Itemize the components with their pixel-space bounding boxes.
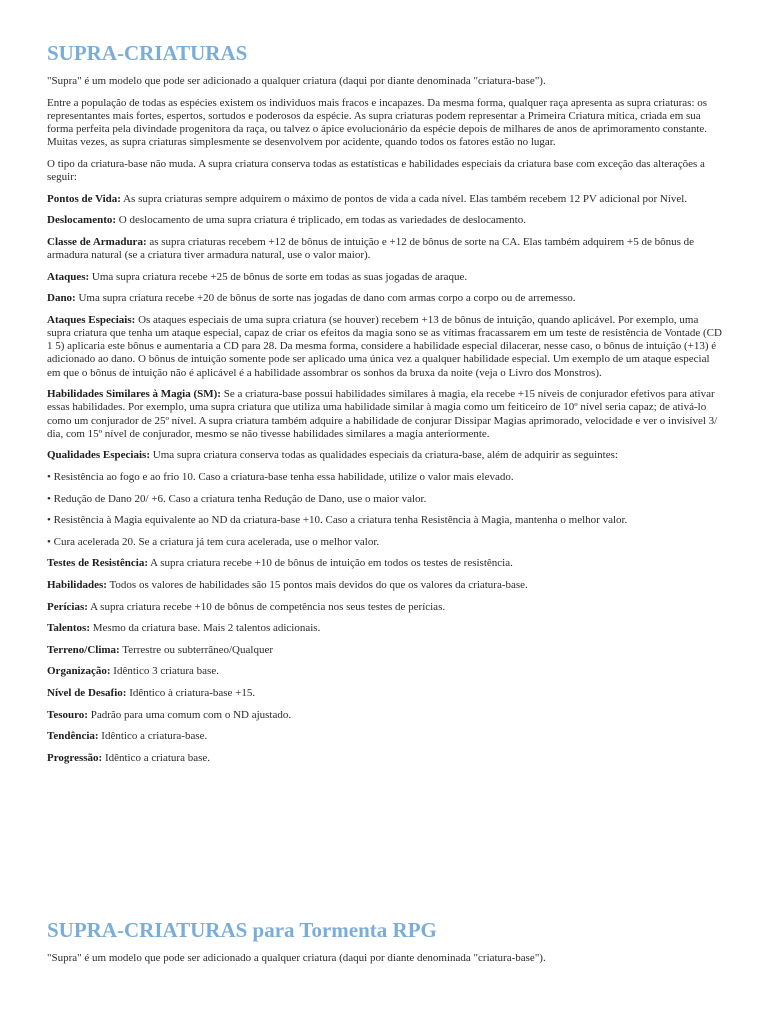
entry-qualidades-especiais [47,449,722,462]
entry-terreno-clima [47,644,722,657]
entry-text: Os ataques especiais de uma supra criatura (se houver) recebem +13 de bônus de intuição, quando aplicável. Por exemplo, uma supra criatura que tenha um ataque especial, capaz de criar os efeitos da magia sono se as vítimas fracassarem em um teste de resistência de Vontade (CD 1 5) aplicaria este bônus e aumentaria a CD para 28. Da mesma forma, considere a habilidade especial dilacerar, nesse caso, o bônus de intuição (+13) é adicionado ao dano. O bônus de intuição somente pode ser aplicado uma única vez a qualquer habilidade especial. Um exemplo de um ataque especial em que o bônus de intuição não é aplicável é a habilidade assombrar os sonhos da bruxa da noite (veja o Livro dos Monstros). [47,313,722,379]
entry-text: • Resistência à Magia equivalente ao ND da criatura-base +10. Caso a criatura tenha Resistência à Magia, mantenha o melhor valor. [47,514,628,527]
entry-dano [47,292,722,305]
entry-label: Tesouro: [47,708,88,721]
entry-label: Dano: [47,292,76,305]
entry-progressao [47,752,722,765]
entry-label: Testes de Resistência: [47,557,149,570]
bullet-reducao-de-dano [47,493,722,506]
entry-label: Qualidades Especiais: [47,449,150,462]
bullet-cura-acelerada [47,536,722,549]
entry-classe-de-armadura [47,236,722,262]
bullet-resistencia-fogo-frio [47,471,722,484]
entry-ataques-especiais [47,314,722,380]
entry-text: Idêntico à criatura-base +15. [126,686,256,699]
entry-text: • Redução de Dano 20/ +6. Caso a criatura tenha Redução de Dano, use o maior valor. [47,492,427,505]
section-title: SUPRA-CRIATURAS para Tormenta RPG [47,918,437,942]
entry-label: Habilidades: [47,578,107,591]
entry-habilidades-similares [47,388,722,441]
entry-text: Todos os valores de habilidades são 15 pontos mais devidos do que os valores da criatura-base. [106,578,528,591]
entry-text: Mesmo da criatura base. Mais 2 talentos adicionais. [90,622,321,635]
entry-text: Uma supra criatura recebe +20 de bônus de sorte nas jogadas de dano com armas corpo a corpo ou de arremesso. [75,292,576,305]
changes-paragraph: O tipo da criatura-base não muda. A supra criatura conserva todas as estatísticas e habilidades especiais da criatura base com exceção das alterações a seguir: [47,157,705,183]
entry-text: Idêntico a criatura-base. [98,730,208,743]
entry-label: Classe de Armadura: [47,235,147,248]
entry-text: O deslocamento de uma supra criatura é triplicado, em todas as variedades de deslocamento. [116,214,526,227]
entry-pericias [47,601,722,614]
entry-label: Ataques Especiais: [47,313,136,326]
entry-talentos [47,622,722,635]
entry-organizacao [47,665,722,678]
entry-label: Terreno/Clima: [47,643,120,656]
entry-label: Nível de Desafio: [47,686,127,699]
entry-text: • Resistência ao fogo e ao frio 10. Caso a criatura-base tenha essa habilidade, utilize o valor mais elevado. [47,470,514,483]
entry-testes-de-resistencia [47,557,722,570]
entry-label: Organização: [47,665,111,678]
entry-text: as supra criaturas recebem +12 de bônus de intuição e +12 de bônus de sorte na CA. Elas também adquirem +5 de bônus de armadura natural (se a criatura tiver armadura natural, use o valor maior). [47,235,694,261]
entry-text: Idêntico a criatura base. [102,751,211,764]
entry-text: Uma supra criatura recebe +25 de bônus de sorte em todas as suas jogadas de araque. [89,270,468,283]
entry-label: Pontos de Vida: [47,192,121,205]
entry-text: • Cura acelerada 20. Se a criatura já tem cura acelerada, use o melhor valor. [47,535,380,548]
entry-text: Terrestre ou subterrâneo/Qualquer [119,643,273,656]
description-paragraph: Entre a população de todas as espécies existem os individuos mais fracos e incapazes. Da mesma forma, qualquer raça apresenta as supra criaturas: os representantes mais fortes, espertos, sortudos e poderosos da espécie. As supra criaturas podem representar a Primeira Criatura mítica, criada em sua forma perfeita pela divindade progenitora da raça, ou talvez o ápice evolucionário da espécie depois de milhares de anos de aprimoramento constante. Muitas vezes, as supra criaturas simplesmente se desenvolvem por acidente, quando todos os fatores estão no lugar. [47,96,708,149]
entry-text: Padrão para uma comum com o ND ajustado. [87,708,292,721]
bullet-resistencia-magia [47,514,722,527]
section-tormenta [47,917,722,974]
entry-label: Deslocamento: [47,214,117,227]
entry-label: Ataques: [47,270,90,283]
entry-label: Tendência: [47,730,99,743]
entry-tendencia [47,730,722,743]
entry-text: Uma supra criatura conserva todas as qualidades especiais da criatura-base, além de adquirir as seguintes: [150,449,618,462]
section-title: SUPRA-CRIATURAS [47,41,248,65]
entry-label: Habilidades Similares à Magia (SM): [47,388,221,401]
entry-ataques [47,271,722,284]
entry-pontos-de-vida [47,193,722,206]
entry-text: A supra criatura recebe +10 de bônus de competência nos seus testes de perícias. [87,600,446,613]
entry-text: A supra criatura recebe +10 de bônus de intuição em todos os testes de resistência. [148,557,513,570]
entry-text: Se a criatura-base possui habilidades similares à magia, ela recebe +15 níveis de conjurador efetivos para ativar essas habilidades. Por exemplo, uma supra criatura que utiliza uma habilidade similar à magia como um feiticeiro de 10º nível seria capaz; de ativá-lo como um conjurador de 25º nível. A supra criatura também adquire a habilidade de conjurar Dissipar Magias aprimorado, velocidade e ver o invisível 3/ dia, com 15º nível de conjurador, mesmo se não tivesse habilidades similares a magia anteriormente. [47,388,718,440]
entry-label: Perícias: [47,600,88,613]
entry-label: Progressão: [47,751,103,764]
entry-text: Idêntico 3 criatura base. [110,665,219,678]
entry-habilidades [47,579,722,592]
entry-tesouro [47,709,722,722]
entry-deslocamento [47,214,722,227]
entry-label: Talentos: [47,622,90,635]
intro-paragraph: "Supra" é um modelo que pode ser adicionado a qualquer criatura (daqui por diante denominada "criatura-base"). [47,75,546,87]
entry-text: As supra criaturas sempre adquirem o máximo de pontos de vida a cada nível. Elas também recebem 12 PV adicional por Nível. [120,192,688,205]
entry-nivel-de-desafio [47,687,722,700]
intro-paragraph: "Supra" é um modelo que pode ser adicionado a qualquer criatura (daqui por diante denominada "criatura-base"). [47,952,546,964]
